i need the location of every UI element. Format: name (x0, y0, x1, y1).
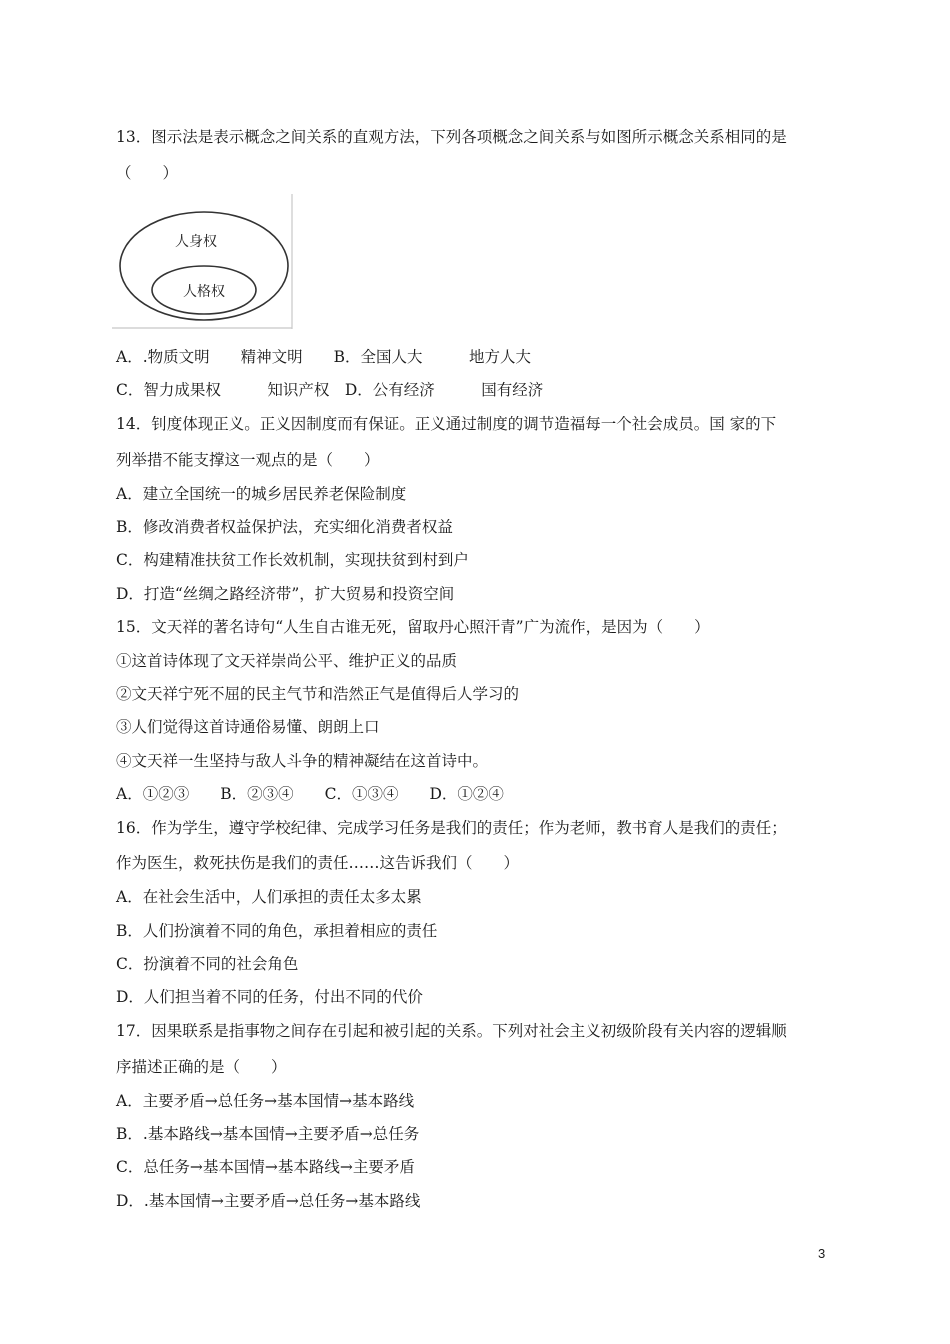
q13-options-ab: A．.物质文明 精神文明 B．全国人大 地方人大 (116, 348, 532, 366)
q17-option-b: B．.基本路线→基本国情→主要矛盾→总任务 (116, 1125, 420, 1143)
q17-stem-line-2: 序描述正确的是（ ） (116, 1058, 287, 1076)
q15-item-3: ③人们觉得这首诗通俗易懂、朗朗上口 (116, 718, 380, 736)
q16-option-a: A．在社会生活中，人们承担的责任太多太累 (116, 888, 422, 906)
q17-option-a: A．主要矛盾→总任务→基本国情→基本路线 (116, 1092, 415, 1110)
q17-stem-line-1: 17．因果联系是指事物之间存在引起和被引起的关系。下列对社会主义初级阶段有关内容的逻辑顺 (116, 1022, 787, 1040)
q16-option-d: D．人们担当着不同的任务，付出不同的代价 (116, 988, 423, 1006)
q14-stem-line-1: 14．钊度体现正义。正义因制度而有保证。正义通过制度的调节造福每一个社会成员。国 家的下 (116, 415, 777, 433)
q15-options: A．①②③ B．②③④ C．①③④ D．①②④ (116, 785, 504, 803)
concept-diagram (112, 194, 294, 330)
page-number: 3 (818, 1246, 826, 1261)
outer-label: 人身权 (175, 234, 217, 250)
q15-item-4: ④文天祥一生坚持与敌人斗争的精神凝结在这首诗中。 (116, 752, 489, 770)
q17-option-c: C．总任务→基本国情→基本路线→主要矛盾 (116, 1158, 415, 1176)
q14-stem-line-2: 列举措不能支撑这一观点的是（ ） (116, 451, 380, 469)
q14-option-b: B．修改消费者权益保护法，充实细化消费者权益 (116, 518, 453, 536)
q15-item-1: ①这首诗体现了文天祥崇尚公平、维护正义的品质 (116, 652, 458, 670)
q16-stem-line-1: 16．作为学生，遵守学校纪律、完成学习任务是我们的责任；作为老师，教书育人是我们的责任； (116, 819, 787, 837)
q13-stem-line-1: 13．图示法是表示概念之间关系的直观方法，下列各项概念之间关系与如图所示概念关系相同的是 (116, 128, 787, 146)
q15-item-2: ②文天祥宁死不屈的民主气节和浩然正气是值得后人学习的 (116, 685, 520, 703)
inner-label: 人格权 (183, 284, 225, 300)
q14-option-c: C．构建精准扶贫工作长效机制，实现扶贫到村到户 (116, 551, 469, 569)
q16-stem-line-2: 作为医生，救死扶伤是我们的责任……这告诉我们（ ） (116, 854, 520, 872)
q17-option-d: D．.基本国情→主要矛盾→总任务→基本路线 (116, 1192, 421, 1210)
q14-option-a: A．建立全国统一的城乡居民养老保险制度 (116, 485, 407, 503)
q14-option-d: D．打造“丝绸之路经济带”，扩大贸易和投资空间 (116, 585, 455, 603)
q16-option-c: C．扮演着不同的社会角色 (116, 955, 299, 973)
q13-stem-line-2: （ ） (116, 164, 179, 182)
q16-option-b: B．人们扮演着不同的角色，承担着相应的责任 (116, 922, 438, 940)
q15-stem: 15．文天祥的著名诗句“人生自古谁无死，留取丹心照汗青”广为流作，是因为（ ） (116, 618, 710, 636)
q13-options-cd: C．智力成果权 知识产权 D．公有经济 国有经济 (116, 381, 544, 399)
